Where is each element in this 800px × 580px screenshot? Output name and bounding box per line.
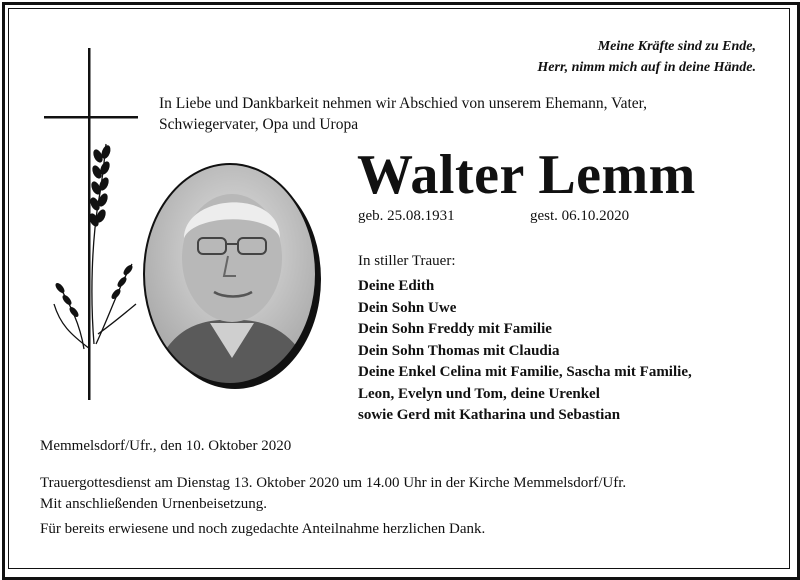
intro-line-2: Schwiegervater, Opa und Uropa [159, 116, 359, 133]
mourners-list [358, 276, 692, 427]
quote-line-1: Meine Kräfte sind zu Ende, [597, 39, 756, 54]
mourning-heading: In stiller Trauer: [358, 253, 456, 269]
service-line-2: Mit anschließenden Urnenbeisetzung. [40, 495, 268, 512]
birth-date: geb. 25.08.1931 [358, 208, 455, 224]
intro-text [159, 93, 759, 135]
life-dates [358, 206, 630, 226]
bible-quote [537, 36, 756, 78]
quote-line-2: Herr, nimm mich auf in deine Hände. [537, 60, 756, 75]
cross-with-wheat-icon [40, 44, 140, 404]
mourner-line: Dein Sohn Uwe [358, 299, 457, 316]
deceased-name: Walter Lemm [357, 144, 696, 206]
service-line-1: Trauergottesdienst am Dienstag 13. Oktober 2020 um 14.00 Uhr in der Kirche Memmelsdorf/Ufr. [40, 475, 627, 491]
service-info [40, 473, 780, 514]
mourner-line: Dein Sohn Freddy mit Familie [358, 321, 552, 337]
mourner-line: Deine Enkel Celina mit Familie, Sascha mit Familie, [358, 364, 692, 380]
mourner-line: Leon, Evelyn und Tom, deine Urenkel [358, 385, 600, 402]
portrait-photo [140, 158, 326, 394]
intro-line-1: In Liebe und Dankbarkeit nehmen wir Abschied von unserem Ehemann, Vater, [159, 95, 648, 112]
mourner-line: sowie Gerd mit Katharina und Sebastian [358, 407, 621, 423]
thanks-text: Für bereits erwiesene und noch zugedachte Anteilnahme herzlichen Dank. [40, 521, 486, 537]
death-date: gest. 06.10.2020 [530, 208, 630, 224]
mourner-line: Deine Edith [358, 278, 435, 294]
place-date: Memmelsdorf/Ufr., den 10. Oktober 2020 [40, 438, 292, 454]
mourner-line: Dein Sohn Thomas mit Claudia [358, 342, 560, 359]
